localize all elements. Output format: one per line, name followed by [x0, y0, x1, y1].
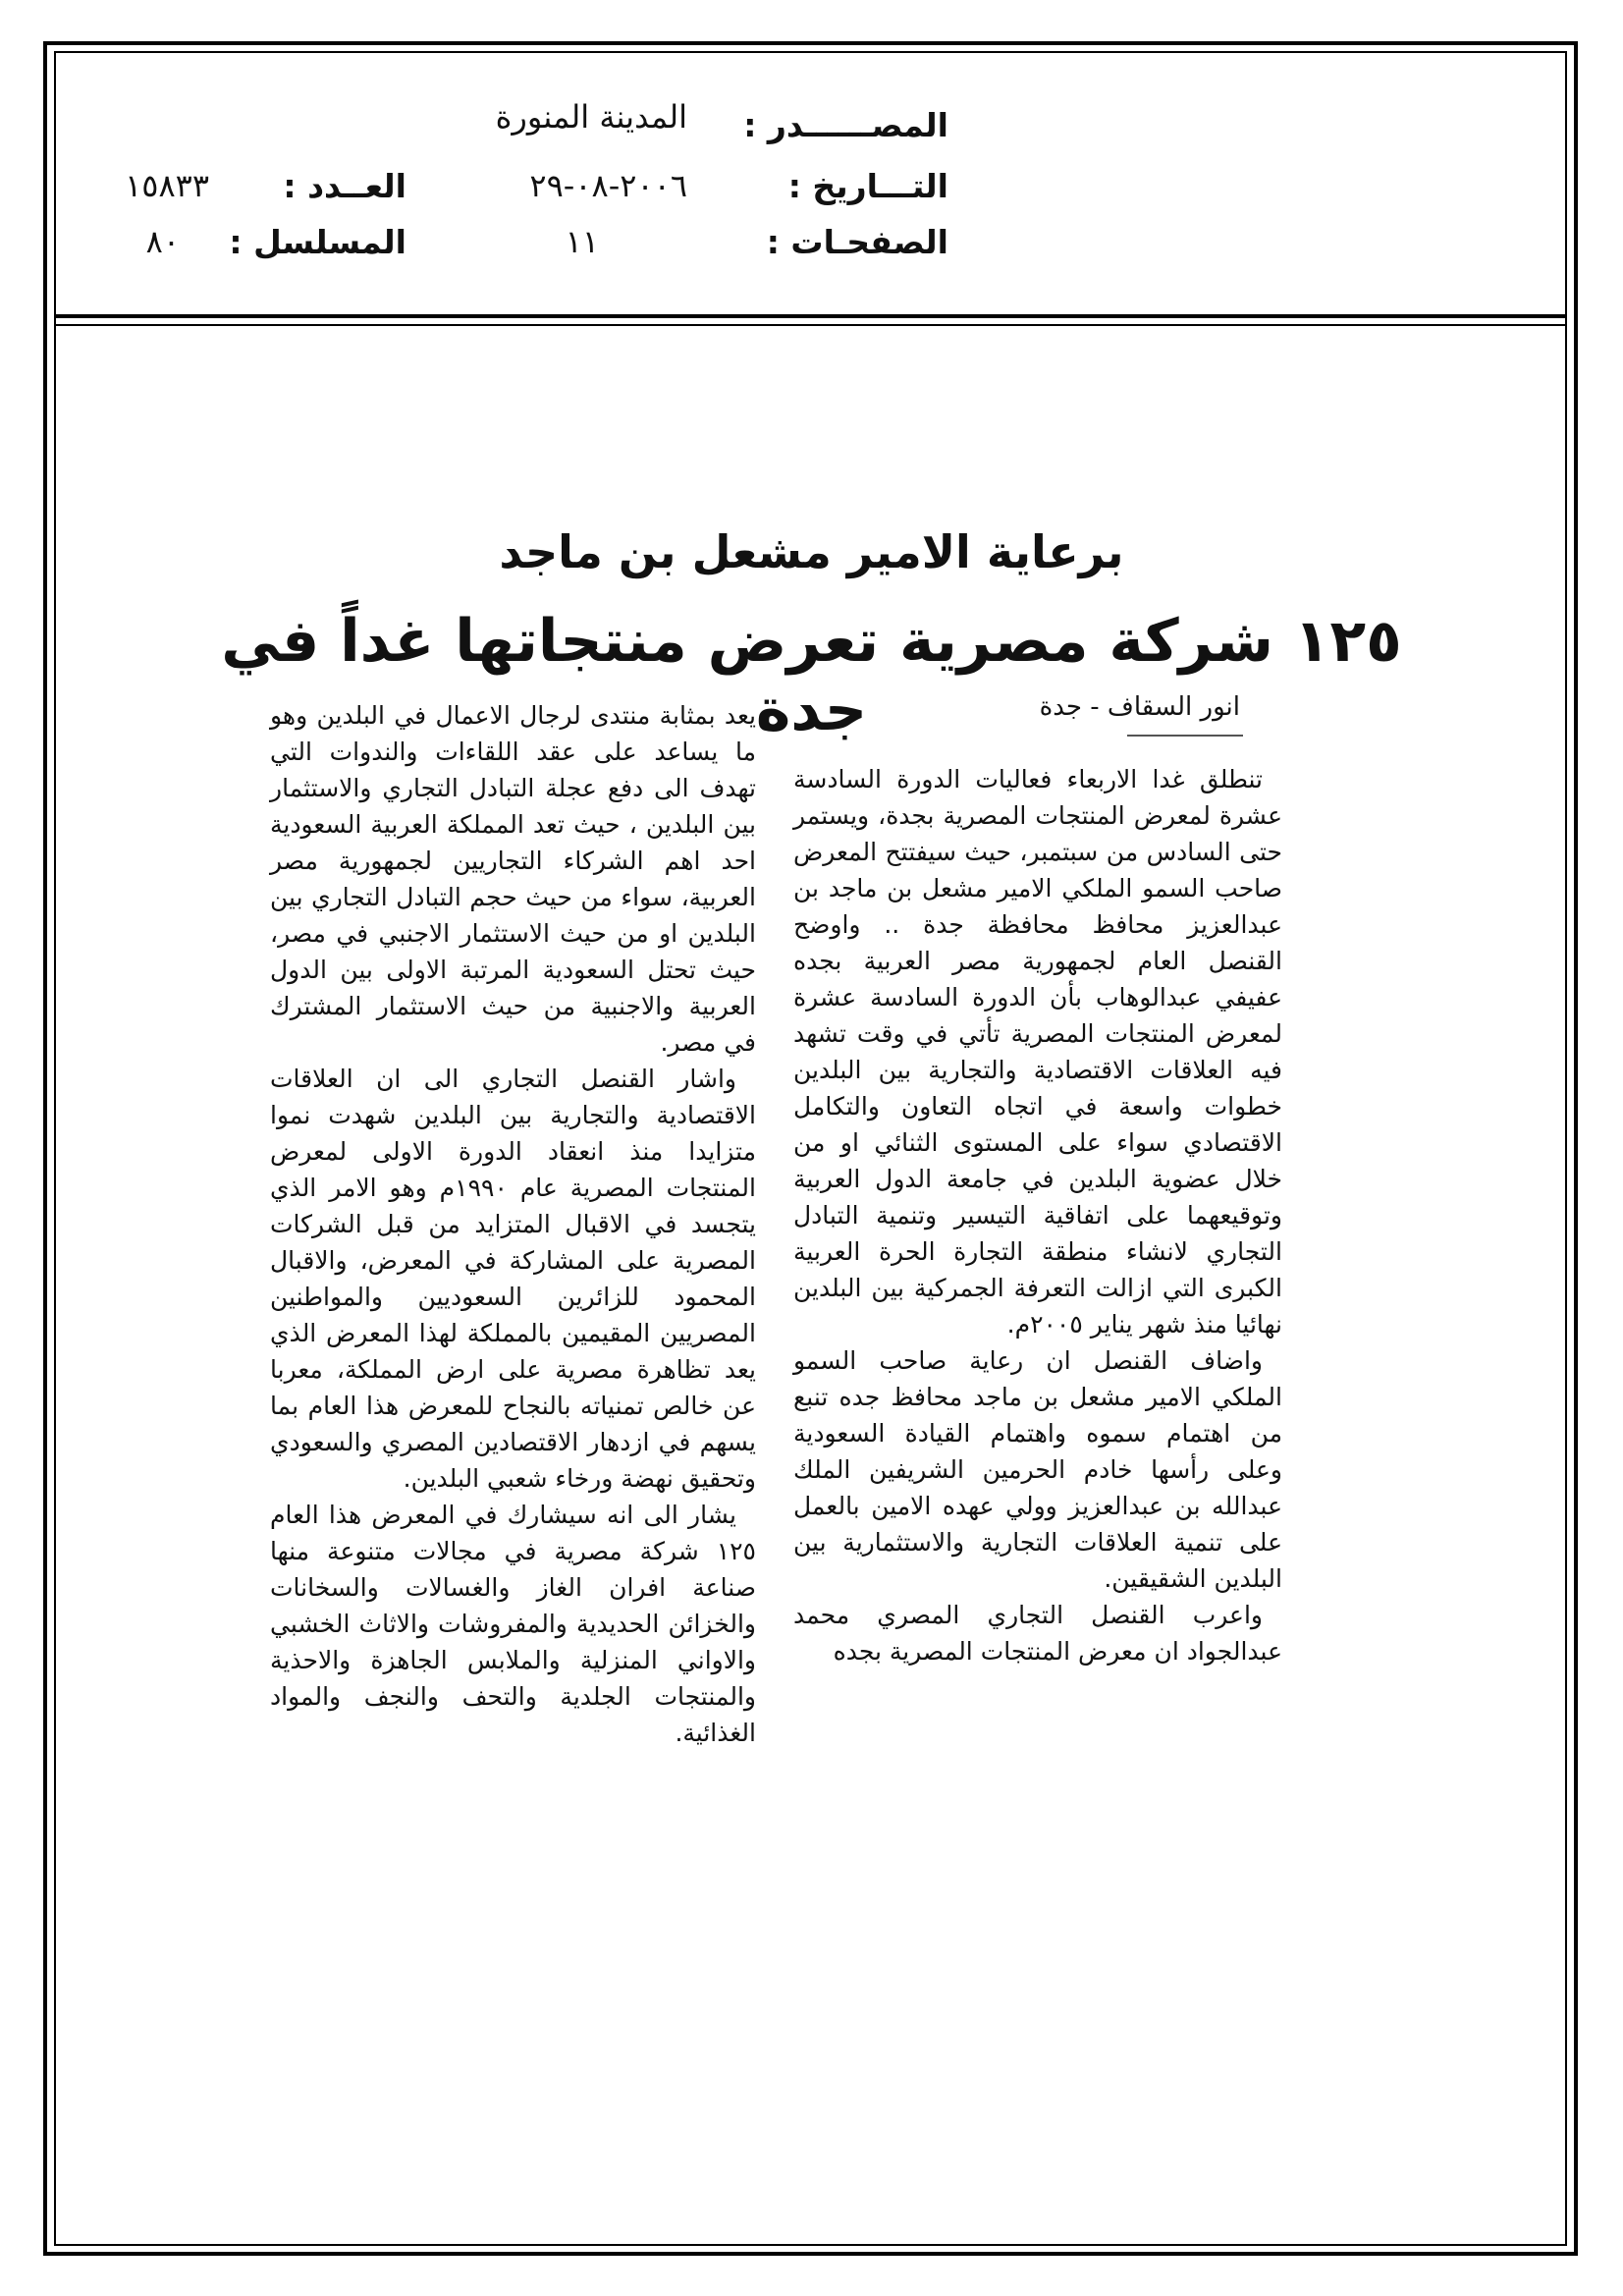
article-headline: ١٢٥ شركة مصرية تعرض منتجاتها غداً في جدة	[221, 607, 1402, 744]
source-label: المصــــــدر :	[743, 106, 948, 144]
serial-label: المسلسل :	[229, 223, 406, 261]
article-kicker: برعاية الامير مشعل بن ماجد	[499, 525, 1124, 578]
issue-value: ١٥٨٣٣	[125, 167, 209, 204]
pages-label: الصفحـات :	[766, 223, 948, 261]
source-value: المدينة المنورة	[495, 98, 687, 136]
serial-value: ٨٠	[145, 223, 180, 260]
paragraph: واضاف القنصل ان رعاية صاحب السمو الملكي الامير مشعل بن ماجد محافظ جده تنبع من اهتمام سموه واهتمام القيادة السعودية وعلى رأسها خادم الحرمين الشريفين الملك عبدالله بن عبدالعزيز وولي عهده الامين بالعمل على تنمية العلاقات التجارية والاستثمارية بين البلدين الشقيقين.	[793, 1346, 1282, 1593]
paragraph: يشار الى انه سيشارك في المعرض هذا العام ١٢٥ شركة مصرية في مجالات متنوعة منها صناعة افران الغاز والغسالات والسخانات والخزائن الحديدية والمفروشات والاثاث الخشبي والاواني المنزلية والملابس الجاهزة والاحذية والمنتجات الجلدية والتحف والنجف والمواد الغذائية.	[270, 1501, 756, 1747]
article-column-left	[270, 697, 756, 1751]
pages-value: ١١	[565, 223, 599, 260]
article-column-right	[793, 761, 1282, 1669]
header-divider	[56, 314, 1565, 318]
issue-label: العــدد :	[283, 167, 406, 205]
byline-underline	[1127, 735, 1243, 737]
paragraph: واشار القنصل التجاري الى ان العلاقات الاقتصادية والتجارية بين البلدين شهدت نموا متزايدا منذ انعقاد الدورة الاولى لمعرض المنتجات المصرية عام ١٩٩٠م وهو الامر الذي يتجسد في الاقبال المتزايد من قبل الشركات المصرية على المشاركة في المعرض، والاقبال المحمود للزائرين السعوديين والمواطنين المصريين المقيمين بالمملكة لهذا المعرض الذي يعد تظاهرة مصرية على ارض المملكة، معربا عن خالص تمنياته بالنجاح للمعرض هذا العام بما يسهم في ازدهار الاقتصادين المصري والسعودي وتحقيق نهضة ورخاء شعبي البلدين.	[270, 1065, 756, 1493]
paragraph: يعد بمثابة منتدى لرجال الاعمال في البلدين وهو ما يساعد على عقد اللقاءات والندوات التي تهدف الى دفع عجلة التبادل التجاري والاستثمار بين البلدين ، حيث تعد المملكة العربية السعودية احد اهم الشركاء التجاريين لجمهورية مصر العربية، سواء من حيث حجم التبادل التجاري بين البلدين او من حيث الاستثمار الاجنبي في مصر، حيث تحتل السعودية المرتبة الاولى بين الدول العربية والاجنبية من حيث الاستثمار المشترك في مصر.	[270, 701, 756, 1057]
paragraph: تنطلق غدا الاربعاء فعاليات الدورة السادسة عشرة لمعرض المنتجات المصرية بجدة، ويستمر حتى السادس من سبتمبر، حيث سيفتتح المعرض صاحب السمو الملكي الامير مشعل بن ماجد بن عبدالعزيز محافظ محافظة جدة .. واوضح القنصل العام لجمهورية مصر العربية بجده عفيفي عبدالوهاب بأن الدورة السادسة عشرة لمعرض المنتجات المصرية تأتي في وقت تشهد فيه العلاقات الاقتصادية والتجارية بين البلدين خطوات واسعة في اتجاه التعاون والتكامل الاقتصادي سواء على المستوى الثنائي او من خلال عضوية البلدين في جامعة الدول العربية وتوقيعهما على اتفاقية التيسير وتنمية التبادل التجاري لانشاء منطقة التجارة الحرة العربية الكبرى التي ازالت التعرفة الجمركية بين البلدين نهائيا منذ شهر يناير ٢٠٠٥م.	[793, 765, 1282, 1339]
paragraph: واعرب القنصل التجاري المصري محمد عبدالجواد ان معرض المنتجات المصرية بجده	[793, 1601, 1282, 1666]
header-divider-thin	[56, 324, 1565, 326]
date-label: التـــاريخ :	[787, 167, 948, 205]
article-byline: انور السقاف - جدة	[1039, 692, 1240, 722]
date-value: ٢٠٠٦-٠٨-٢٩	[529, 167, 687, 204]
